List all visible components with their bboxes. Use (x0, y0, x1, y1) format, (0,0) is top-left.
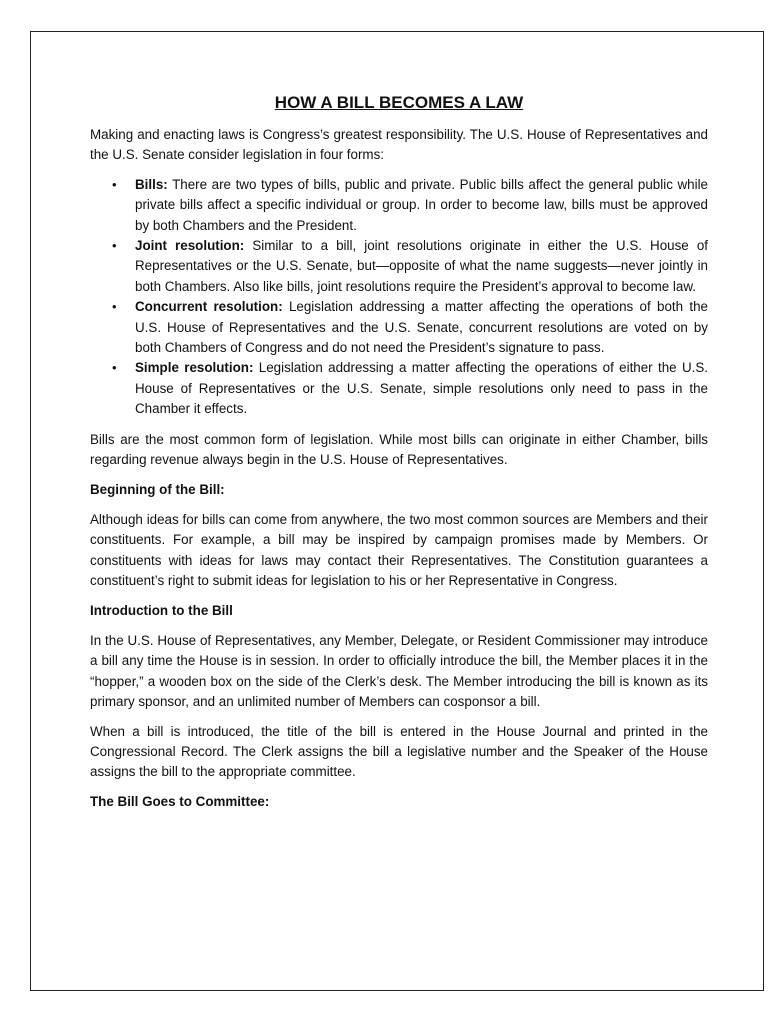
document-page (30, 31, 764, 991)
bullet-icon: • (112, 238, 117, 254)
document-content (90, 92, 708, 822)
form-term: Simple resolution: (135, 360, 254, 376)
form-text: There are two types of bills, public and private. Public bills affect the general public while private bills affect a specific individual or group. In order to become law, bills must be approved by both Chambers and the President. (135, 176, 708, 233)
legislation-forms-list (90, 175, 708, 420)
form-term: Bills: (135, 176, 168, 192)
beginning-paragraph: Although ideas for bills can come from anywhere, the two most common sources are Members and their constituents. For example, a bill may be inspired by campaign promises made by Members. Or constituents with ideas for laws may contact their Representatives. The Constitution guarantees a constituent’s right to submit ideas for legislation to his or her Representative in Congress. (90, 511, 708, 589)
introduction-paragraph-2: When a bill is introduced, the title of the bill is entered in the House Journal and printed in the Congressional Record. The Clerk assigns the bill a legislative number and the Speaker of the House assigns the bill to the appropriate committee. (90, 723, 708, 780)
form-text: Similar to a bill, joint resolutions originate in either the U.S. House of Representatives or the U.S. Senate, but—opposite of what the name suggests—never jointly in both Chambers. Also like bills, joint resolutions require the President’s approval to become law. (135, 238, 708, 294)
form-text: Legislation addressing a matter affecting the operations of both the U.S. House of Representatives and the U.S. Senate, concurrent resolutions are voted on by both Chambers of Congress and do not need the President’s signature to pass. (135, 299, 708, 356)
form-text: Legislation addressing a matter affecting the operations of either the U.S. House of Representatives or the U.S. Senate, simple resolutions only need to pass in the Chamber it effects. (135, 360, 708, 417)
section-heading-introduction: Introduction to the Bill (90, 602, 233, 618)
list-item (112, 236, 708, 297)
intro-paragraph: Making and enacting laws is Congress’s greatest responsibility. The U.S. House of Representatives and the U.S. Senate consider legislation in four forms: (90, 127, 708, 163)
section-heading-committee: The Bill Goes to Committee: (90, 793, 270, 809)
bullet-icon: • (112, 176, 117, 192)
form-term: Joint resolution: (135, 238, 245, 254)
form-term: Concurrent resolution: (135, 299, 283, 315)
list-item (112, 358, 708, 419)
list-item (112, 297, 708, 358)
common-form-paragraph: Bills are the most common form of legislation. While most bills can originate in either Chamber, bills regarding revenue always begin in the U.S. House of Representatives. (90, 431, 708, 468)
bullet-icon: • (112, 360, 117, 376)
introduction-paragraph-1: In the U.S. House of Representatives, any Member, Delegate, or Resident Commissioner may introduce a bill any time the House is in session. In order to officially introduce the bill, the Member places it in the “hopper,” a wooden box on the side of the Clerk’s desk. The Member introducing the bill is known as its primary sponsor, and an unlimited number of Members can cosponsor a bill. (90, 632, 708, 710)
list-item (112, 175, 708, 236)
document-title: HOW A BILL BECOMES A LAW (274, 93, 524, 112)
section-heading-beginning: Beginning of the Bill: (90, 481, 225, 497)
bullet-icon: • (112, 299, 117, 315)
